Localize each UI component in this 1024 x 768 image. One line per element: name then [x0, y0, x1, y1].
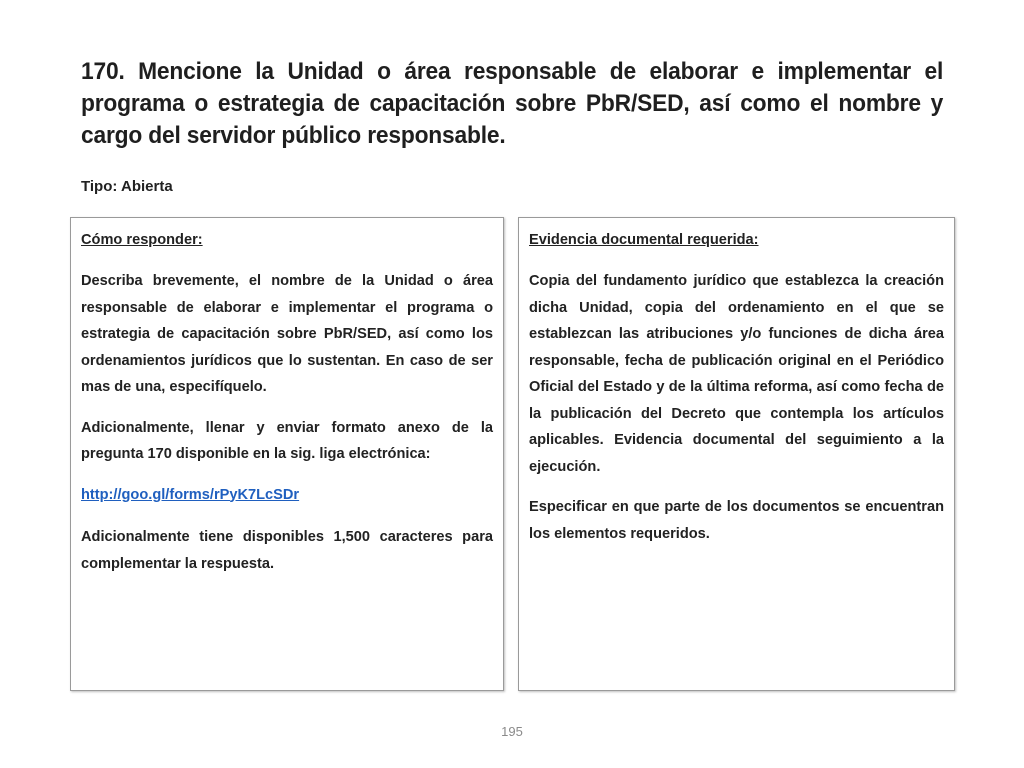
annex-form-instructions: Adicionalmente, llenar y enviar formato anexo de la pregunta 170 disponible en la sig. liga electrónica: — [81, 419, 493, 462]
question-title: 170. Mencione la Unidad o área responsable de elaborar e implementar el programa o estrategia de capacitación sobre PbR/SED, así como el nombre y cargo del servidor público responsable. — [81, 58, 944, 149]
how-to-answer-panel — [70, 217, 504, 691]
document-location-note: Especificar en que parte de los documentos se encuentran los elementos requeridos. — [529, 499, 944, 542]
annex-form-link[interactable]: http://goo.gl/forms/rPyK7LcSDr — [81, 486, 300, 503]
annex-form-link-row — [81, 482, 493, 509]
required-evidence-description: Copia del fundamento jurídico que establezca la creación dicha Unidad, copia del ordenamiento en el que se establezcan las atribuciones y/o funciones de dicha área responsable, fecha de publicación original en el Periódico Oficial del Estado y de la última reforma, así como fecha de la publicación del Decreto que contempla los artículos aplicables. Evidencia documental del seguimiento a la ejecución. — [529, 273, 944, 475]
question-type: Tipo: Abierta — [81, 178, 173, 195]
required-evidence-heading: Evidencia documental requerida: — [529, 232, 759, 248]
required-evidence-panel — [518, 217, 955, 691]
page-number: 195 — [501, 724, 523, 739]
how-to-answer-description: Describa brevemente, el nombre de la Unidad o área responsable de elaborar e implementar el programa o estrategia de capacitación sobre PbR/SED, así como los ordenamientos jurídicos que lo sustentan. En caso de ser mas de una, especifíquelo. — [81, 273, 493, 395]
character-limit-note: Adicionalmente tiene disponibles 1,500 caracteres para complementar la respuesta. — [81, 529, 493, 572]
how-to-answer-heading: Cómo responder: — [81, 232, 203, 248]
